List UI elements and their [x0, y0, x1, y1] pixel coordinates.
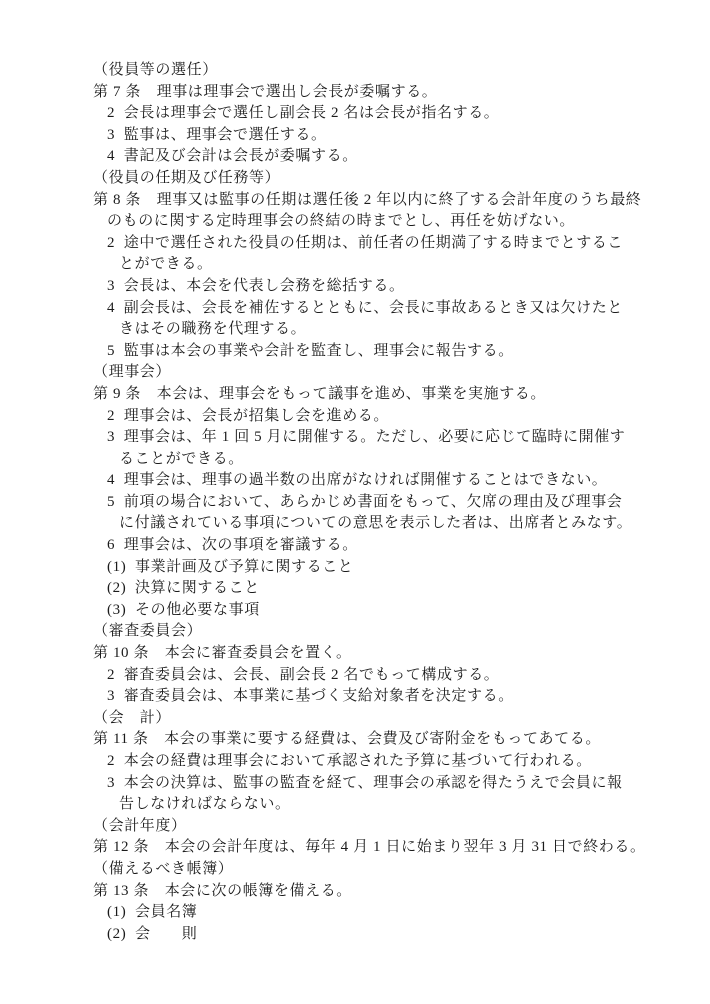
doc-line: 4 副会長は、会長を補佐するとともに、会長に事故あるとき又は欠けたと: [107, 299, 624, 316]
doc-line: 告しなければならない。: [119, 796, 291, 813]
doc-line: ることができる。: [119, 450, 244, 467]
doc-line: 4 書記及び会計は会長が委嘱する。: [107, 148, 358, 165]
doc-line: とができる。: [119, 256, 213, 273]
doc-line: 第 11 条 本会の事業に要する経費は、会費及び寄附金をもってあてる。: [93, 731, 601, 748]
doc-line: 3 監事は、理事会で選任する。: [107, 126, 327, 143]
doc-line: （会 計）: [93, 709, 172, 726]
doc-line: 第 7 条 理事は理事会で選出し会長が委嘱する。: [93, 83, 438, 100]
doc-line: 第 12 条 本会の会計年度は、毎年 4 月 1 日に始まり翌年 3 月 31 日で終わる。: [93, 839, 646, 856]
doc-line: 第 9 条 本会は、理事会をもって議事を進め、事業を実施する。: [93, 385, 547, 402]
doc-line: 6 理事会は、次の事項を審議する。: [107, 537, 358, 554]
doc-line: 3 会長は、本会を代表し会務を総括する。: [107, 277, 405, 294]
doc-line: 第 13 条 本会に次の帳簿を備える。: [93, 882, 352, 899]
doc-line: （会計年度）: [93, 817, 187, 834]
doc-line: 3 本会の決算は、監事の監査を経て、理事会の承認を得たうえで会員に報: [107, 774, 623, 791]
doc-line: （役員の任期及び任務等）: [93, 169, 281, 186]
doc-line: 2 途中で選任された役員の任期は、前任者の任期満了する時までとするこ: [107, 234, 624, 251]
doc-line: （審査委員会）: [93, 623, 203, 640]
doc-line: 3 審査委員会は、本事業に基づく支給対象者を決定する。: [107, 688, 514, 705]
doc-line: きはその職務を代理する。: [119, 321, 307, 338]
document-body: [93, 60, 670, 945]
doc-line: 5 前項の場合において、あらかじめ書面をもって、欠席の理由及び理事会: [107, 493, 623, 510]
doc-line: (2) 会 則: [107, 925, 198, 942]
doc-line: （理事会）: [93, 364, 172, 381]
doc-line: （役員等の選任）: [93, 62, 218, 78]
doc-line: のものに関する定時理事会の終結の時までとし、再任を妨げない。: [107, 213, 576, 230]
doc-line: 2 理事会は、会長が招集し会を進める。: [107, 407, 390, 424]
doc-line: (1) 事業計画及び予算に関すること: [107, 558, 354, 575]
doc-line: に付議されている事項についての意思を表示した者は、出席者とみなす。: [119, 515, 633, 532]
doc-line: (2) 決算に関すること: [107, 580, 260, 597]
doc-line: 5 監事は本会の事業や会計を監査し、理事会に報告する。: [107, 342, 514, 359]
doc-line: 2 本会の経費は理事会において承認された予算に基づいて行われる。: [107, 753, 592, 769]
doc-line: (1) 会員名簿: [107, 904, 198, 921]
doc-line: 3 理事会は、年 1 回 5 月に開催する。ただし、必要に応じて臨時に開催す: [107, 429, 626, 446]
doc-line: 第 10 条 本会に審査委員会を置く。: [93, 645, 352, 662]
doc-line: （備えるべき帳簿）: [93, 860, 234, 877]
doc-line: 2 会長は理事会で選任し副会長 2 名は会長が指名する。: [107, 105, 500, 122]
doc-line: (3) その他必要な事項: [107, 601, 260, 618]
doc-line: 2 審査委員会は、会長、副会長 2 名でもって構成する。: [107, 666, 500, 683]
doc-line: 第 8 条 理事又は監事の任期は選任後 2 年以内に終了する会計年度のうち最終: [93, 191, 642, 208]
doc-line: 4 理事会は、理事の過半数の出席がなければ開催することはできない。: [107, 472, 608, 489]
